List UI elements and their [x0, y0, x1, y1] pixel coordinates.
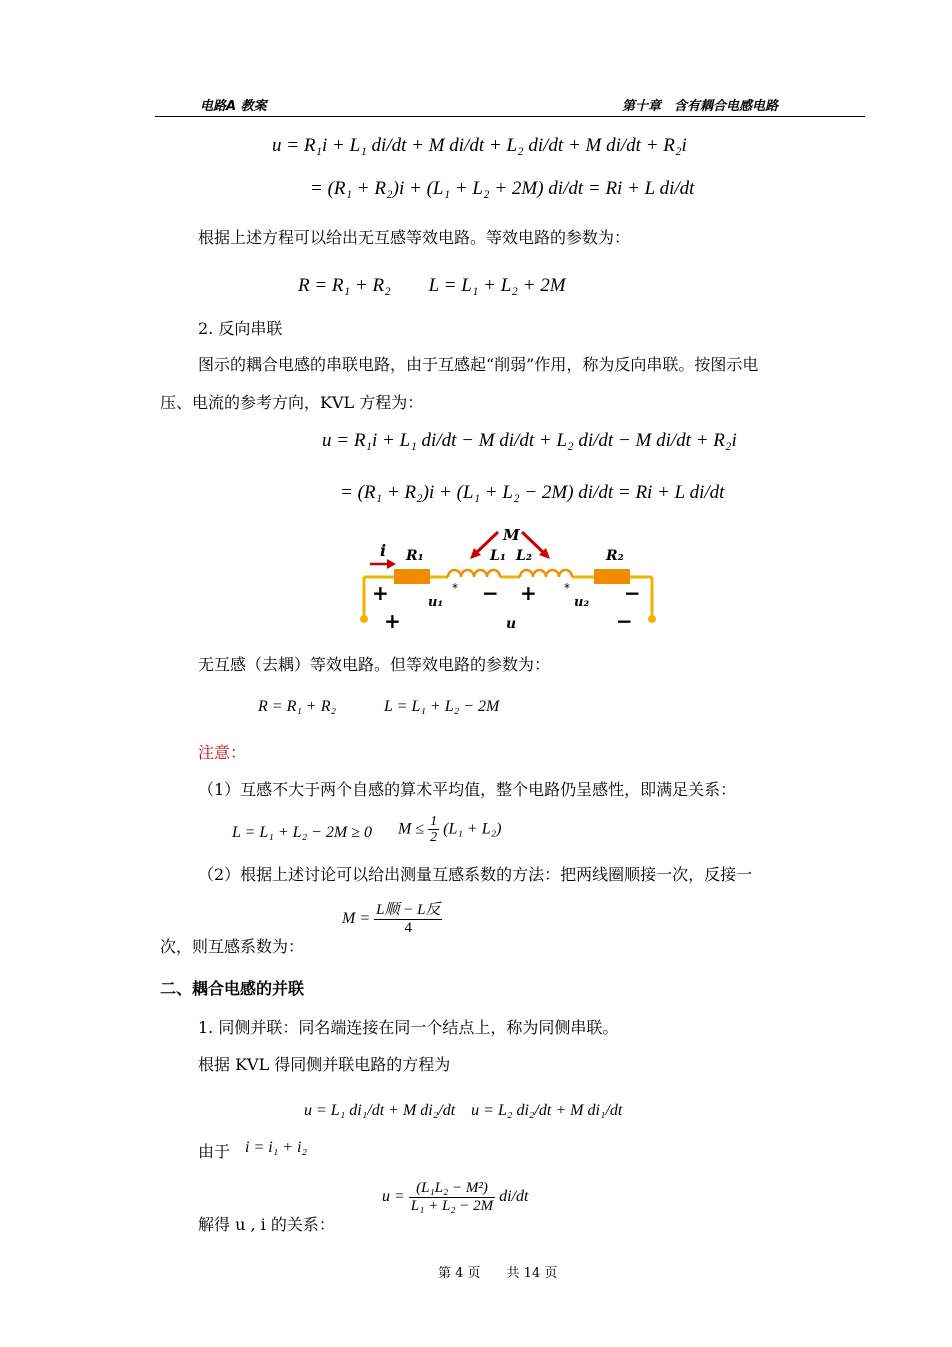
label-l2: L₂ [516, 548, 532, 564]
dot-mark-l1: * [452, 581, 458, 595]
note-2-line1: （2）根据上述讨论可以给出测量互感系数的方法：把两线圈顺接一次，反接一 [198, 865, 753, 884]
terminal-left [360, 615, 368, 623]
measure-fraction [374, 902, 442, 936]
solution-left: u = [382, 1188, 405, 1205]
ineq-fraction-den: 2 [430, 830, 438, 846]
equation-inequality-m [398, 814, 501, 846]
terminal-right [648, 615, 656, 623]
sign-plus-u2: + [520, 581, 537, 605]
equation-forward-kvl: u = R₁i + L₁ di/dt + M di/dt + L₂ di/dt + M di/dt + R₂i [272, 135, 687, 156]
parallel-item-1: 1. 同侧并联：同名端连接在同一个结点上，称为同侧串联。 [198, 1018, 619, 1037]
because-label: 由于 [198, 1142, 231, 1161]
note-label: 注意： [198, 743, 247, 762]
section-reverse-series-title: 2. 反向串联 [198, 319, 283, 338]
current-arrow-head [387, 559, 396, 569]
measure-fraction-num: L顺 − L反 [376, 902, 441, 918]
header-left: 电路A 教案 [200, 99, 267, 114]
equation-mutual-measure [342, 902, 442, 936]
equation-reverse-params: R = R₁ + R₂ L = L₁ + L₂ − 2M [258, 698, 500, 715]
paragraph-decoupled: 无互感（去耦）等效电路。但等效电路的参数为： [198, 655, 551, 674]
ineq-fraction [428, 814, 439, 846]
sign-plus-u: + [384, 609, 401, 633]
solution-fraction-den: L₁ + L₂ − 2M [410, 1197, 494, 1214]
inductor-l1 [448, 570, 500, 577]
equation-parallel-kvl: u = L₁ di₁/dt + M di₂/dt u = L₂ di₂/dt + M di₁/dt [304, 1102, 623, 1119]
dot-mark-l2: * [564, 581, 570, 595]
solution-fraction [409, 1180, 495, 1214]
equation-forward-simplified: = (R₁ + R₂)i + (L₁ + L₂ + 2M) di/dt = Ri + L di/dt [310, 178, 695, 199]
label-r2: R₂ [606, 548, 624, 564]
ineq-m-right: (L₁ + L₂) [443, 820, 502, 838]
equation-parallel-solution [382, 1180, 529, 1214]
parallel-paragraph: 根据 KVL 得同侧并联电路的方程为 [198, 1055, 451, 1074]
solve-label: 解得 u , i 的关系： [198, 1215, 335, 1234]
paragraph-equivalent: 根据上述方程可以给出无互感等效电路。等效电路的参数为： [198, 228, 631, 247]
measure-fraction-den: 4 [404, 919, 413, 936]
label-l1: L₁ [490, 548, 506, 564]
equation-current-sum: i = i₁ + i₂ [245, 1139, 308, 1156]
inductor-l2 [520, 570, 572, 577]
sign-minus-u1: − [482, 581, 499, 605]
sign-minus-u: − [616, 609, 633, 633]
sign-minus-u2: − [624, 581, 641, 605]
solution-fraction-num: (L₁L₂ − M²) [409, 1180, 495, 1198]
header-rule [155, 116, 865, 117]
equation-reverse-simplified: = (R₁ + R₂)i + (L₁ + L₂ − 2M) di/dt = Ri + L di/dt [340, 482, 725, 503]
label-m: M [503, 526, 520, 544]
paragraph-reverse-line2: 压、电流的参考方向，KVL 方程为： [160, 393, 424, 412]
paragraph-reverse-line1: 图示的耦合电感的串联电路，由于互感起“削弱”作用，称为反向串联。按图示电 [198, 355, 759, 374]
note-1: （1）互感不大于两个自感的算术平均值，整个电路仍呈感性，即满足关系： [198, 780, 737, 799]
header-right: 第十章 含有耦合电感电路 [622, 99, 779, 114]
measure-left: M = [342, 910, 371, 927]
sign-plus-u1: + [372, 581, 389, 605]
resistor-r1 [394, 569, 430, 584]
label-i: i [380, 541, 387, 560]
label-u: u [506, 616, 517, 632]
solution-right: di/dt [499, 1188, 529, 1205]
label-u1: u₁ [428, 595, 444, 610]
section-parallel-title: 二、耦合电感的并联 [160, 979, 305, 998]
equation-inequality-l: L = L₁ + L₂ − 2M ≥ 0 [232, 824, 373, 841]
label-u2: u₂ [574, 595, 590, 610]
ineq-m-left: M ≤ [398, 820, 425, 838]
ineq-fraction-num: 1 [430, 814, 438, 829]
coupled-series-circuit-diagram [350, 520, 670, 635]
note-2-line2: 次，则互感系数为： [160, 937, 305, 956]
equation-forward-params: R = R₁ + R₂ L = L₁ + L₂ + 2M [298, 275, 566, 296]
equation-reverse-kvl: u = R₁i + L₁ di/dt − M di/dt + L₂ di/dt − M di/dt + R₂i [322, 430, 737, 451]
label-r1: R₁ [406, 548, 424, 564]
page-footer: 第 4 页 共 14 页 [438, 1266, 558, 1281]
